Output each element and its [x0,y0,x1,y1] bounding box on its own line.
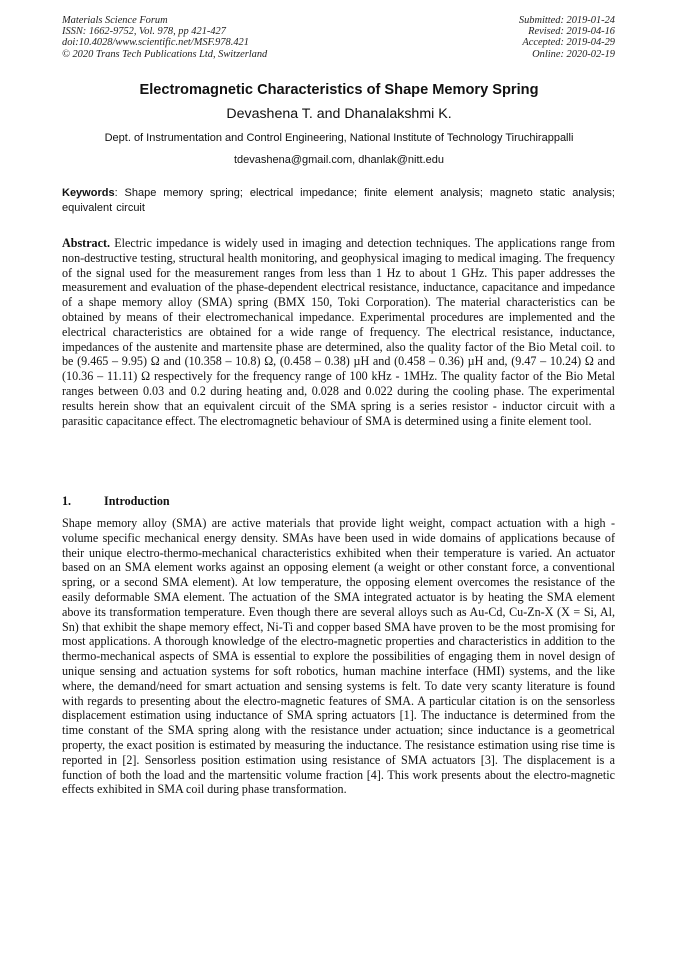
section-title: Introduction [104,494,170,508]
online-date: Online: 2020-02-19 [532,48,615,60]
section-number: 1. [62,494,72,508]
author-emails: tdevashena@gmail.com, dhanlak@nitt.edu [233,154,445,166]
revised-date: Revised: 2019-04-16 [528,26,615,38]
copyright-line: © 2020 Trans Tech Publications Ltd, Switzerland [62,48,268,60]
abstract-text: Electric impedance is widely used in imaging and detection techniques. The applications range from non-destructive testing, structural health monitoring, and geophysical imaging to medical imaging. The frequency of the signal used for the measurement ranges from less than 1 Hz to about 1 GHz. This paper addresses the measurement and evaluation of the phase-dependent electrical resistance, inductance, capacitance and impedance of a shape memory alloy (SMA) spring (BMX 150, Toki Corporation). The material characteristics can be obtained by means of their electromechanical impedance. Experimental procedures are implemented and the electrical characteristics are obtained for a wide range of frequency. The electrical resistance, inductance, impedances of the austenite and martensite phase are determined, also the quality factor of the Bio Metal coil. to be (9.465 – 9.95) Ω and (10.358 – 10.8) Ω, (0.458 – 0.38) µH and (0.458 – 0.36) µH and, (9.47 – 10.24) Ω and (10.36 – 11.11) Ω respectively for the frequency range of 100 kHz - 1MHz. The quality factor of the Bio Metal ranges between 0.03 and 0.2 during heating and, 0.028 and 0.022 during the cooling phase. The experimental results herein show that an equivalent circuit of the SMA spring is a series resistor - inductor circuit with a parasitic capacitance effect. The electromagnetic behaviour of SMA is determined using a finite element tool. [62,236,615,428]
issn-line: ISSN: 1662-9752, Vol. 978, pp 421-427 [62,26,226,38]
journal-header [62,15,267,60]
doi-line: doi:10.4028/www.scientific.net/MSF.978.421 [62,37,249,49]
paper-title: Electromagnetic Characteristics of Shape Memory Spring [139,82,539,98]
author-affiliation: Dept. of Instrumentation and Control Engineering, National Institute of Technology Tiruchirappalli [104,132,574,144]
publication-dates [519,15,615,60]
section-heading-introduction [62,494,170,509]
submitted-date: Submitted: 2019-01-24 [518,15,615,26]
introduction-paragraph: Shape memory alloy (SMA) are active materials that provide light weight, compact actuation with a high - volume specific mechanical energy density. SMAs have been used in wide domains of applications because of their unique electro-thermo-mechanical characteristics exhibited when their temperature is varied. An actuator based on an SMA element works against an opposing element (a weight or other constant force, a conventional spring, or a second SMA element). At low temperature, the opposing element overcomes the resistance of the easily deformable SMA element. The actuation of the SMA integrated actuator is by heating the SMA element above its transformation temperature. Even though there are several alloys such as Au-Cd, Cu-Zn-X (X = Si, Al, Sn) that exhibit the shape memory effect, Ni-Ti and copper based SMA have proven to be the most promising for most applications. A thorough knowledge of the electro-magnetic properties and characteristics in addition to the thermo-mechanical aspects of SMA is essential to explore the possibilities of engaging them in novel design of unique sensing and actuation systems for soft robotics, human machine interface (HMI) systems, and the like where, the demand/need for smart actuation and sensing systems is felt. To date very scanty literature is found with regards to presenting about the electro-magnetic features of SMA. A particular citation is on the sensorless displacement estimation using inductance of SMA spring actuators [1]. The inductance is determined from the time constant of the SMA spring along with the resistance under actuation; since inductance is a geometrical property, the exact position is estimated by measuring the inductance. The resistance estimation using rise time is reported in [2]. Sensorless position estimation using resistance of SMA actuators [3]. The displacement is a function of both the load and the martensitic volume fraction [4]. This work presents about the electro-magnetic effects exhibited in SMA coil during phase transformation. [62,516,615,797]
abstract-paragraph [62,236,615,428]
paper-authors: Devashena T. and Dhanalakshmi K. [226,106,452,122]
accepted-date: Accepted: 2019-04-29 [522,37,615,49]
keywords-label: Keywords [62,187,115,199]
keywords-paragraph [62,186,615,216]
abstract-label: Abstract. [62,236,111,250]
journal-name: Materials Science Forum [62,15,168,26]
keywords-text: : Shape memory spring; electrical impedance; finite element analysis; magneto static analysis; equivalent circuit [62,187,615,214]
